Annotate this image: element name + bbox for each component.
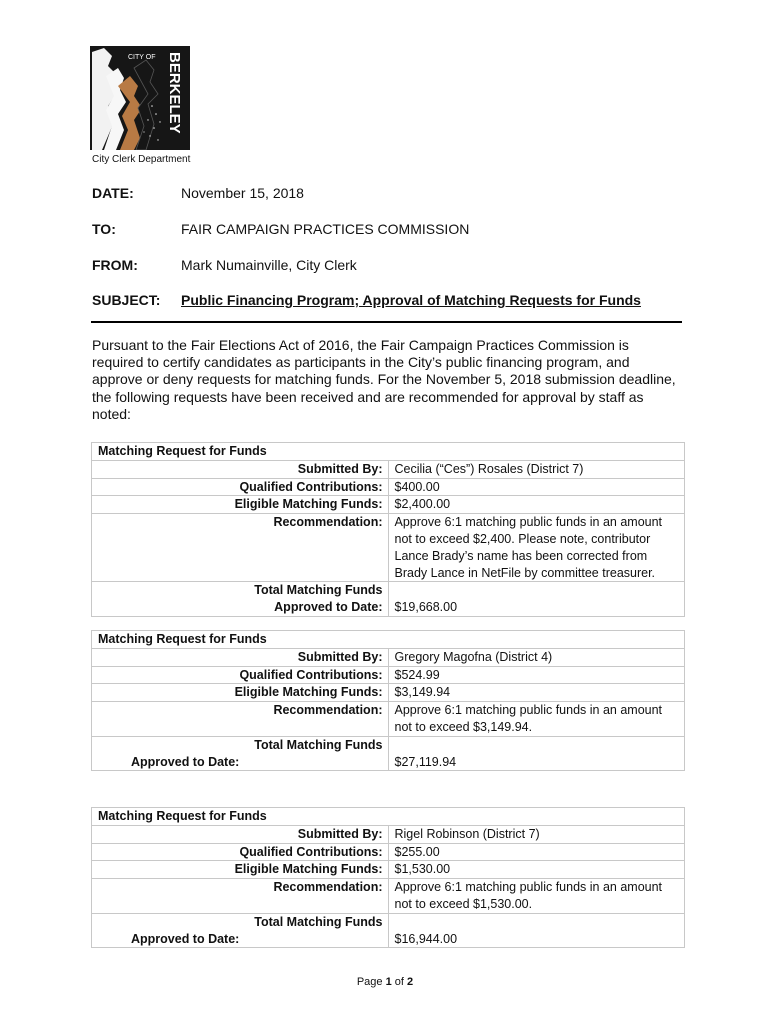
city-logo: [90, 46, 190, 150]
subject-label: SUBJECT:: [92, 292, 161, 308]
request-table-2: [91, 630, 685, 771]
page-word: Page: [356, 976, 383, 988]
total-label-line1: Total Matching Funds: [254, 914, 383, 929]
header-divider: [91, 321, 682, 323]
intro-paragraph: Pursuant to the Fair Elections Act of 2016, the Fair Campaign Practices Commission is required to certify candidates as participants in the City’s public financing program, and approve or deny requests for matching funds. For the November 5, 2018 submission deadline, the following requests have been received and are recommended for approval by staff as noted:: [92, 337, 676, 422]
submitted-by-label: Submitted By:: [92, 460, 389, 478]
recommendation-value: Approve 6:1 matching public funds in an amount not to exceed $2,400. Please note, contributor Lance Brady’s name has been corrected from Brady Lance in NetFile by committee treasurer.: [388, 514, 685, 582]
total-label-line2: Approved to Date:: [274, 600, 383, 615]
submitted-by-label: Submitted By:: [92, 648, 389, 666]
eligible-label: Eligible Matching Funds:: [92, 861, 389, 879]
page-total: 2: [407, 976, 414, 988]
submitted-by-value: Cecilia (“Ces”) Rosales (District 7): [388, 460, 685, 478]
from-value: Mark Numainville, City Clerk: [181, 257, 357, 273]
total-label-line2: Approved to Date:: [131, 931, 240, 946]
page-footer: [0, 976, 770, 988]
eligible-label: Eligible Matching Funds:: [92, 496, 389, 514]
recommendation-label: Recommendation:: [92, 702, 389, 737]
total-label: [92, 913, 389, 948]
total-value: $27,119.94: [388, 736, 685, 771]
date-label: DATE:: [92, 185, 134, 201]
qualified-value: $524.99: [388, 666, 685, 684]
logo-city-of: CITY OF: [128, 54, 156, 61]
submitted-by-label: Submitted By:: [92, 825, 389, 843]
to-label: TO:: [92, 221, 116, 237]
total-label-line2: Approved to Date:: [131, 754, 240, 769]
total-label: [92, 736, 389, 771]
submitted-by-value: Rigel Robinson (District 7): [388, 825, 685, 843]
total-label-line1: Total Matching Funds: [254, 737, 383, 752]
total-label: [92, 582, 389, 617]
total-label-line1: Total Matching Funds: [254, 583, 383, 598]
eligible-value: $1,530.00: [388, 861, 685, 879]
recommendation-value: Approve 6:1 matching public funds in an amount not to exceed $3,149.94.: [388, 702, 685, 737]
date-value: November 15, 2018: [181, 185, 304, 201]
memo-from-row: [92, 257, 357, 273]
department-name: City Clerk Department: [92, 154, 191, 165]
request-table-1: [91, 442, 685, 617]
eligible-value: $3,149.94: [388, 684, 685, 702]
memo-date-row: [92, 185, 304, 201]
total-value: $16,944.00: [388, 913, 685, 948]
table-heading: Matching Request for Funds: [92, 631, 685, 649]
table-heading: Matching Request for Funds: [92, 443, 685, 461]
subject-value: Public Financing Program; Approval of Matching Requests for Funds: [181, 292, 641, 308]
qualified-label: Qualified Contributions:: [92, 478, 389, 496]
recommendation-label: Recommendation:: [92, 514, 389, 582]
qualified-label: Qualified Contributions:: [92, 666, 389, 684]
to-value: FAIR CAMPAIGN PRACTICES COMMISSION: [181, 221, 470, 237]
recommendation-label: Recommendation:: [92, 879, 389, 914]
table-heading: Matching Request for Funds: [92, 808, 685, 826]
submitted-by-value: Gregory Magofna (District 4): [388, 648, 685, 666]
request-table-3: [91, 807, 685, 948]
qualified-value: $255.00: [388, 843, 685, 861]
recommendation-value: Approve 6:1 matching public funds in an amount not to exceed $1,530.00.: [388, 879, 685, 914]
qualified-value: $400.00: [388, 478, 685, 496]
page-number: 1: [385, 976, 392, 988]
memo-to-row: [92, 221, 469, 237]
eligible-label: Eligible Matching Funds:: [92, 684, 389, 702]
of-word: of: [394, 976, 404, 988]
memo-subject-row: [92, 292, 641, 308]
qualified-label: Qualified Contributions:: [92, 843, 389, 861]
eligible-value: $2,400.00: [388, 496, 685, 514]
total-value: $19,668.00: [388, 582, 685, 617]
logo-berkeley: BERKELEY: [166, 52, 183, 134]
from-label: FROM:: [92, 257, 138, 273]
